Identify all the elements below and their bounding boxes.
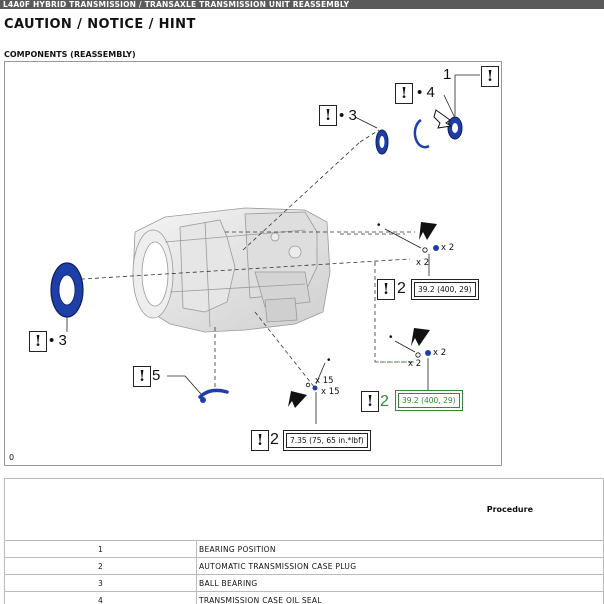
bullet-marker: • (327, 355, 331, 366)
install-arrow-icon (419, 222, 437, 240)
warning-icon[interactable] (481, 66, 499, 87)
table-row (5, 541, 604, 558)
torque-spec (283, 430, 371, 451)
row-number: 3 (5, 575, 197, 592)
snap-ring (415, 120, 429, 147)
row-number: 2 (5, 558, 197, 575)
part-3-bearing-top (376, 130, 388, 154)
hint-arrow-outline-icon (434, 110, 451, 128)
warning-icon[interactable] (29, 331, 47, 352)
note-icon-glyph: ! (34, 332, 42, 350)
procedure-table (4, 478, 604, 604)
table-row (5, 575, 604, 592)
callout-1 (443, 66, 451, 84)
install-arrow-icon (411, 328, 430, 346)
quantity-label: x 2 (416, 258, 430, 268)
procedure-link[interactable]: TRANSMISSION CASE OIL SEAL (197, 592, 604, 604)
quantity-label: x 15 (321, 387, 340, 397)
note-icon-glyph: ! (138, 367, 146, 385)
callout-number: 2 (270, 431, 279, 448)
section-label: COMPONENTS (REASSEMBLY) (4, 50, 136, 59)
bullet-marker: • (377, 220, 381, 231)
note-icon-glyph: ! (256, 431, 264, 449)
note-icon-glyph: ! (366, 392, 374, 410)
quantity-label: x 2 (441, 243, 455, 253)
callout-number: 5 (152, 367, 161, 384)
warning-icon[interactable] (395, 83, 413, 104)
callout-4 (417, 84, 435, 102)
procedure-header: Procedure (5, 479, 604, 541)
table-header-row (5, 479, 604, 541)
table-row (5, 558, 604, 575)
page-title: CAUTION / NOTICE / HINT (4, 17, 196, 32)
quantity-label: x 2 (433, 348, 447, 358)
torque-value: 39.2 (400, 29) (414, 282, 476, 297)
note-icon-glyph: ! (486, 67, 494, 85)
row-number: 1 (5, 541, 197, 558)
callout-number: 1 (443, 66, 452, 83)
procedure-link[interactable]: BEARING POSITION (197, 541, 604, 558)
callout-2 (397, 280, 406, 298)
callout-5 (152, 367, 160, 385)
callout-3-top (339, 107, 357, 125)
bullet-marker: • (389, 332, 393, 343)
warning-icon[interactable] (251, 430, 269, 451)
quantity-label: x 2 (408, 359, 422, 369)
torque-spec (411, 279, 479, 300)
note-icon-glyph: ! (400, 84, 408, 102)
bullet: • (417, 84, 423, 101)
note-icon-glyph: ! (324, 106, 332, 124)
callout-number: 2 (397, 280, 406, 297)
warning-icon[interactable] (377, 279, 395, 300)
figure-id: 0 (9, 453, 15, 462)
quantity-label: x 15 (315, 376, 334, 386)
part-5-bracket (200, 390, 227, 403)
callout-number: 4 (426, 84, 435, 101)
torque-value: 39.2 (400, 29) (398, 393, 460, 408)
table-row (5, 592, 604, 604)
note-icon-glyph: ! (382, 280, 390, 298)
callout-number: 2 (380, 393, 389, 410)
callout-number: 3 (58, 332, 67, 349)
procedure-link[interactable]: BALL BEARING (197, 575, 604, 592)
callout-number: 3 (348, 107, 357, 124)
breadcrumb: L4A0F HYBRID TRANSMISSION / TRANSAXLE TRANSMISSION UNIT REASSEMBLY (0, 0, 604, 9)
warning-icon[interactable] (319, 105, 337, 126)
install-arrow-icon (288, 391, 307, 408)
torque-spec-highlighted (395, 390, 463, 411)
bullet: • (339, 107, 345, 124)
row-number: 4 (5, 592, 197, 604)
components-illustration (4, 61, 502, 466)
bullet: • (49, 332, 55, 349)
callout-2-bottom (270, 431, 279, 449)
warning-icon[interactable] (133, 366, 151, 387)
callout-2-highlighted (380, 393, 389, 411)
callout-3-left (49, 332, 67, 350)
procedure-link[interactable]: AUTOMATIC TRANSMISSION CASE PLUG (197, 558, 604, 575)
torque-value: 7.35 (75, 65 in.*lbf) (286, 433, 368, 448)
warning-icon[interactable] (361, 391, 379, 412)
part-3-bearing-left (51, 263, 83, 317)
